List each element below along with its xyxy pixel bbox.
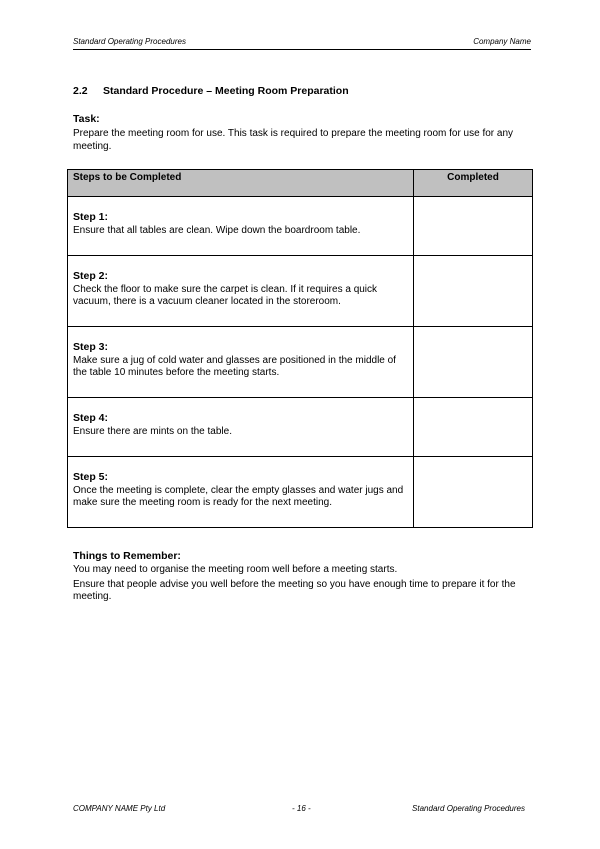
- table-row: [68, 327, 533, 398]
- table-row: [68, 398, 533, 457]
- step-title: Step 3:: [73, 341, 109, 353]
- step-text: Once the meeting is complete, clear the empty glasses and water jugs and make sure the meeting room is ready for the next meeting.: [73, 485, 404, 508]
- page-header: [73, 37, 531, 49]
- step-title: Step 4:: [73, 412, 109, 424]
- section-title: Standard Procedure – Meeting Room Preparation: [103, 85, 349, 97]
- column-header-completed: Completed: [414, 170, 533, 197]
- step-text: Ensure that all tables are clean. Wipe down the boardroom table.: [73, 225, 361, 236]
- things-to-remember-label: Things to Remember:: [73, 550, 181, 562]
- step-text: Ensure there are mints on the table.: [73, 426, 232, 437]
- step-cell: [68, 197, 414, 256]
- header-doc-title: Standard Operating Procedures: [73, 37, 186, 46]
- completed-cell: [414, 457, 533, 528]
- task-description: Prepare the meeting room for use. This task is required to prepare the meeting room for use for any meeting.: [73, 128, 514, 152]
- section-number: 2.2: [73, 85, 88, 97]
- completed-cell: [414, 327, 533, 398]
- table-header-row: [68, 170, 533, 197]
- table-row: [68, 457, 533, 528]
- column-header-steps: Steps to be Completed: [68, 170, 414, 197]
- header-divider: [73, 49, 531, 50]
- step-text: Make sure a jug of cold water and glasses are positioned in the middle of the table 10 minutes before the meeting starts.: [73, 355, 396, 378]
- table-row: [68, 256, 533, 327]
- step-title: Step 1:: [73, 211, 109, 223]
- list-item: You may need to organise the meeting room well before a meeting starts.: [73, 564, 398, 575]
- step-cell: [68, 327, 414, 398]
- step-cell: [68, 457, 414, 528]
- step-cell: [68, 256, 414, 327]
- list-item: Ensure that people advise you well before the meeting so you have enough time to prepare it for the meeting.: [73, 579, 516, 602]
- step-title: Step 2:: [73, 270, 109, 282]
- footer-company: COMPANY NAME Pty Ltd: [73, 804, 166, 813]
- completed-cell: [414, 398, 533, 457]
- steps-table: [67, 169, 533, 528]
- footer-doc-title: Standard Operating Procedures: [412, 804, 525, 813]
- section-heading: [73, 85, 349, 97]
- table-row: [68, 197, 533, 256]
- step-title: Step 5:: [73, 471, 109, 483]
- page-number: - 16 -: [292, 804, 311, 813]
- task-label: Task:: [73, 113, 100, 125]
- step-cell: [68, 398, 414, 457]
- completed-cell: [414, 197, 533, 256]
- step-text: Check the floor to make sure the carpet is clean. If it requires a quick vacuum, there is a vacuum cleaner located in the storeroom.: [73, 284, 378, 307]
- header-company-name: Company Name: [473, 37, 531, 46]
- completed-cell: [414, 256, 533, 327]
- things-to-remember-list: [73, 564, 533, 606]
